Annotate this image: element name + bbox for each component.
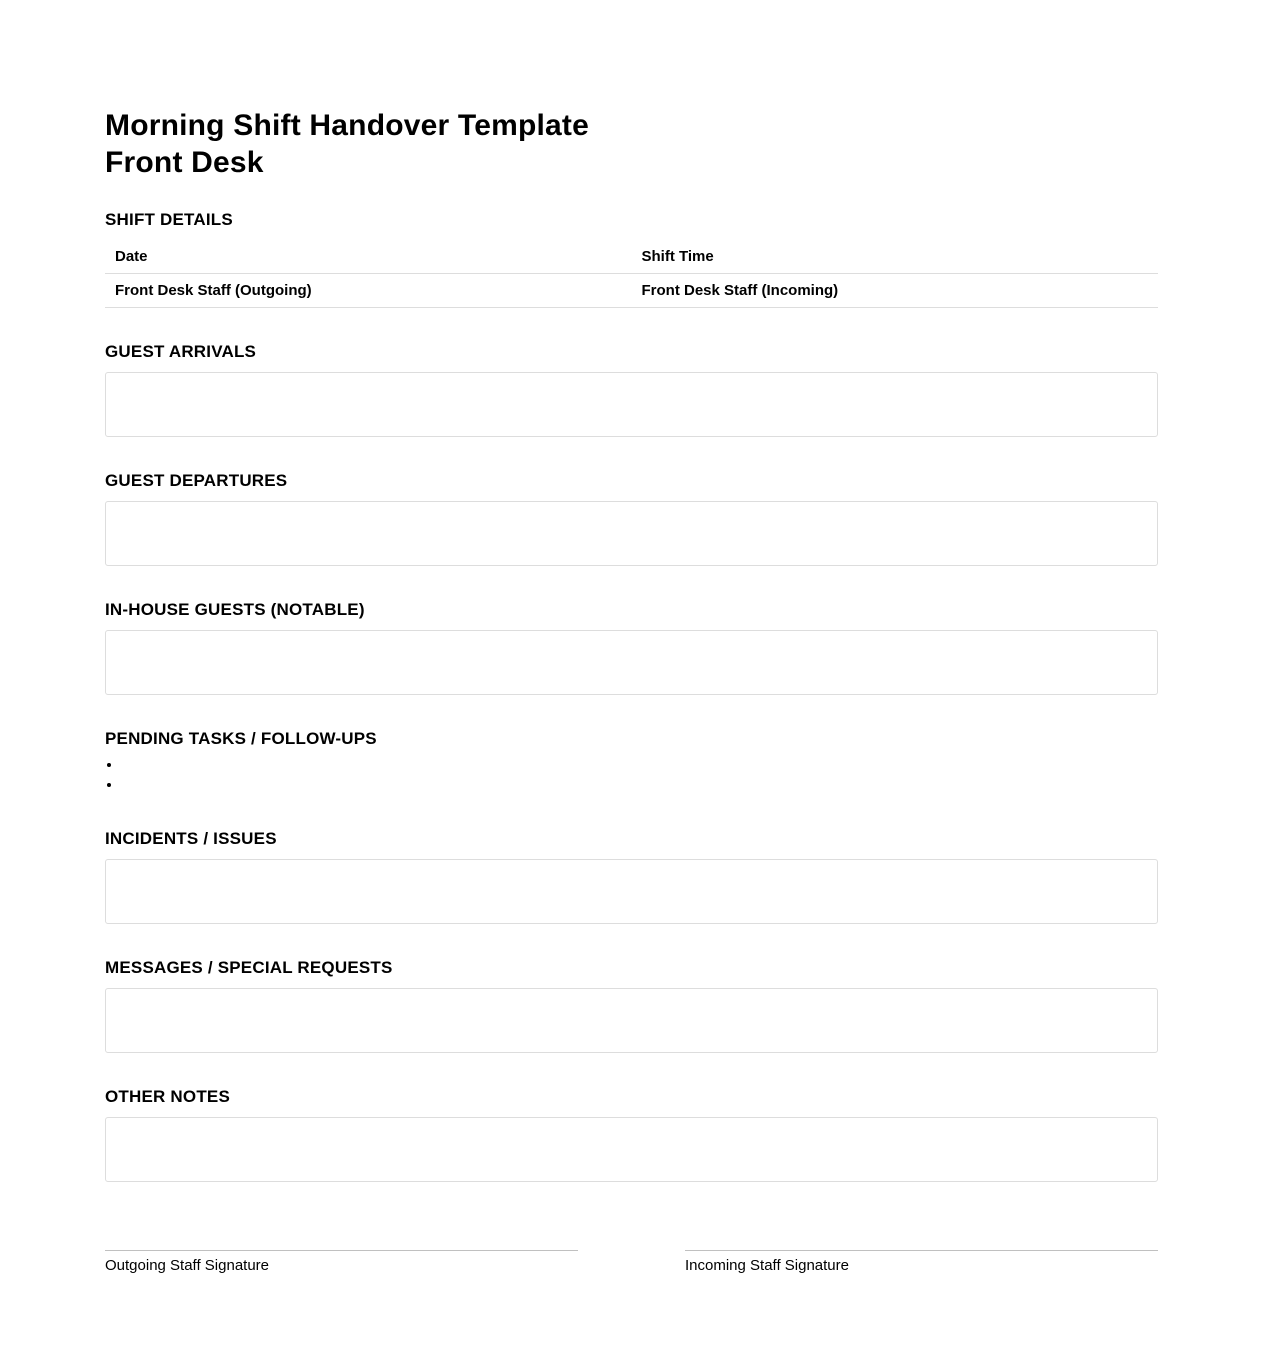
section-heading-pending-tasks: PENDING TASKS / FOLLOW-UPS [105, 729, 377, 748]
section-heading-guest-departures: GUEST DEPARTURES [105, 471, 288, 490]
field-staff-incoming[interactable] [632, 274, 1159, 308]
pending-task-item[interactable] [105, 755, 1158, 775]
field-staff-incoming-label: Front Desk Staff (Incoming) [641, 282, 839, 299]
outgoing-signature-label: Outgoing Staff Signature [105, 1257, 270, 1274]
section-in-house-guests [105, 601, 1158, 695]
field-shift-time[interactable] [632, 240, 1159, 274]
incoming-signature-field[interactable] [685, 1250, 1158, 1275]
pending-tasks-list [105, 755, 1158, 795]
outgoing-signature-field[interactable] [105, 1250, 578, 1275]
field-shift-time-label: Shift Time [641, 248, 714, 265]
field-date[interactable] [105, 240, 632, 274]
section-heading-other-notes: OTHER NOTES [105, 1087, 230, 1106]
section-heading-in-house-guests: IN-HOUSE GUESTS (NOTABLE) [105, 600, 365, 619]
section-heading-incidents: INCIDENTS / ISSUES [105, 829, 277, 848]
page-title-line1: Morning Shift Handover Template [105, 109, 590, 142]
messages-input[interactable] [105, 988, 1158, 1053]
section-guest-arrivals [105, 343, 1158, 437]
section-other-notes [105, 1088, 1158, 1182]
field-staff-outgoing[interactable] [105, 274, 632, 308]
section-guest-departures [105, 472, 1158, 566]
section-messages [105, 959, 1158, 1053]
section-heading-messages: MESSAGES / SPECIAL REQUESTS [105, 958, 393, 977]
incoming-signature-label: Incoming Staff Signature [685, 1257, 849, 1274]
document-page [105, 0, 1158, 1361]
section-shift-details [105, 211, 1158, 308]
guest-arrivals-input[interactable] [105, 372, 1158, 437]
page-title-line2: Front Desk [105, 146, 264, 179]
section-heading-guest-arrivals: GUEST ARRIVALS [105, 342, 257, 361]
field-date-label: Date [115, 248, 148, 265]
in-house-guests-input[interactable] [105, 630, 1158, 695]
section-incidents [105, 830, 1158, 924]
section-heading-shift-details: SHIFT DETAILS [105, 210, 233, 229]
section-pending-tasks [105, 730, 1158, 795]
page-title [105, 107, 1158, 181]
guest-departures-input[interactable] [105, 501, 1158, 566]
shift-details-table [105, 240, 1158, 308]
incidents-input[interactable] [105, 859, 1158, 924]
other-notes-input[interactable] [105, 1117, 1158, 1182]
field-staff-outgoing-label: Front Desk Staff (Outgoing) [115, 282, 312, 299]
pending-task-item[interactable] [105, 775, 1158, 795]
signature-row [105, 1250, 1158, 1275]
